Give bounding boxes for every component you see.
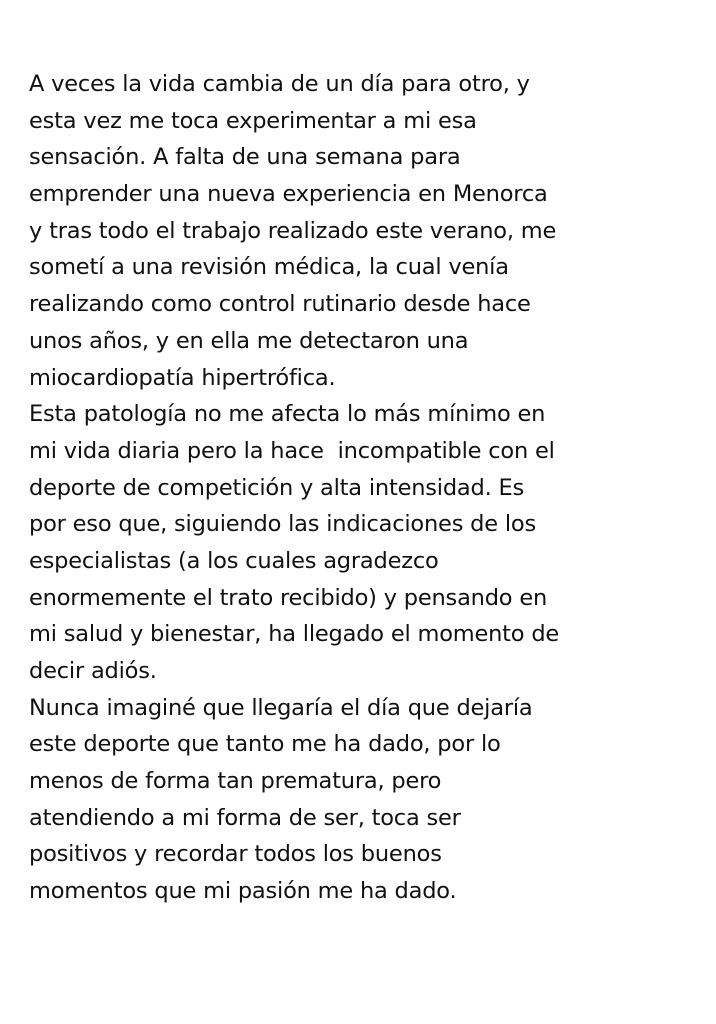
text-line: este deporte que tanto me ha dado, por lo: [29, 731, 501, 758]
text-line: sensación. A falta de una semana para: [29, 144, 461, 171]
text-line: y tras todo el trabajo realizado este verano, me: [29, 217, 557, 244]
text-line: realizando como control rutinario desde hace: [29, 291, 531, 318]
text-line: enormemente el trato recibido) y pensando en: [29, 584, 548, 611]
text-line: deporte de competición y alta intensidad. Es: [29, 474, 525, 501]
text-line: sometí a una revisión médica, la cual venía: [29, 254, 509, 281]
text-line: atendiendo a mi forma de ser, toca ser: [29, 804, 461, 831]
text-line: mi salud y bienestar, ha llegado el momento de: [29, 621, 560, 648]
text-line: unos años, y en ella me detectaron una: [29, 327, 469, 354]
text-line: miocardiopatía hipertrófica.: [29, 364, 336, 391]
text-line: menos de forma tan prematura, pero: [29, 768, 442, 795]
text-line: especialistas (a los cuales agradezco: [29, 547, 439, 574]
text-line: por eso que, siguiendo las indicaciones de los: [29, 511, 536, 538]
statement-text: [29, 66, 699, 910]
text-line: decir adiós.: [29, 658, 157, 684]
text-line: mi vida diaria pero la hace incompatible con el: [29, 437, 555, 464]
text-line: A veces la vida cambia de un día para otro, y: [29, 71, 530, 97]
text-line: esta vez me toca experimentar a mi esa: [29, 107, 477, 134]
text-line: momentos que mi pasión me ha dado.: [29, 878, 457, 905]
text-line: Nunca imaginé que llegaría el día que dejaría: [29, 694, 533, 721]
text-line: positivos y recordar todos los buenos: [29, 841, 442, 868]
text-line: emprender una nueva experiencia en Menorca: [29, 181, 548, 208]
text-line: Esta patología no me afecta lo más mínimo en: [29, 401, 546, 428]
